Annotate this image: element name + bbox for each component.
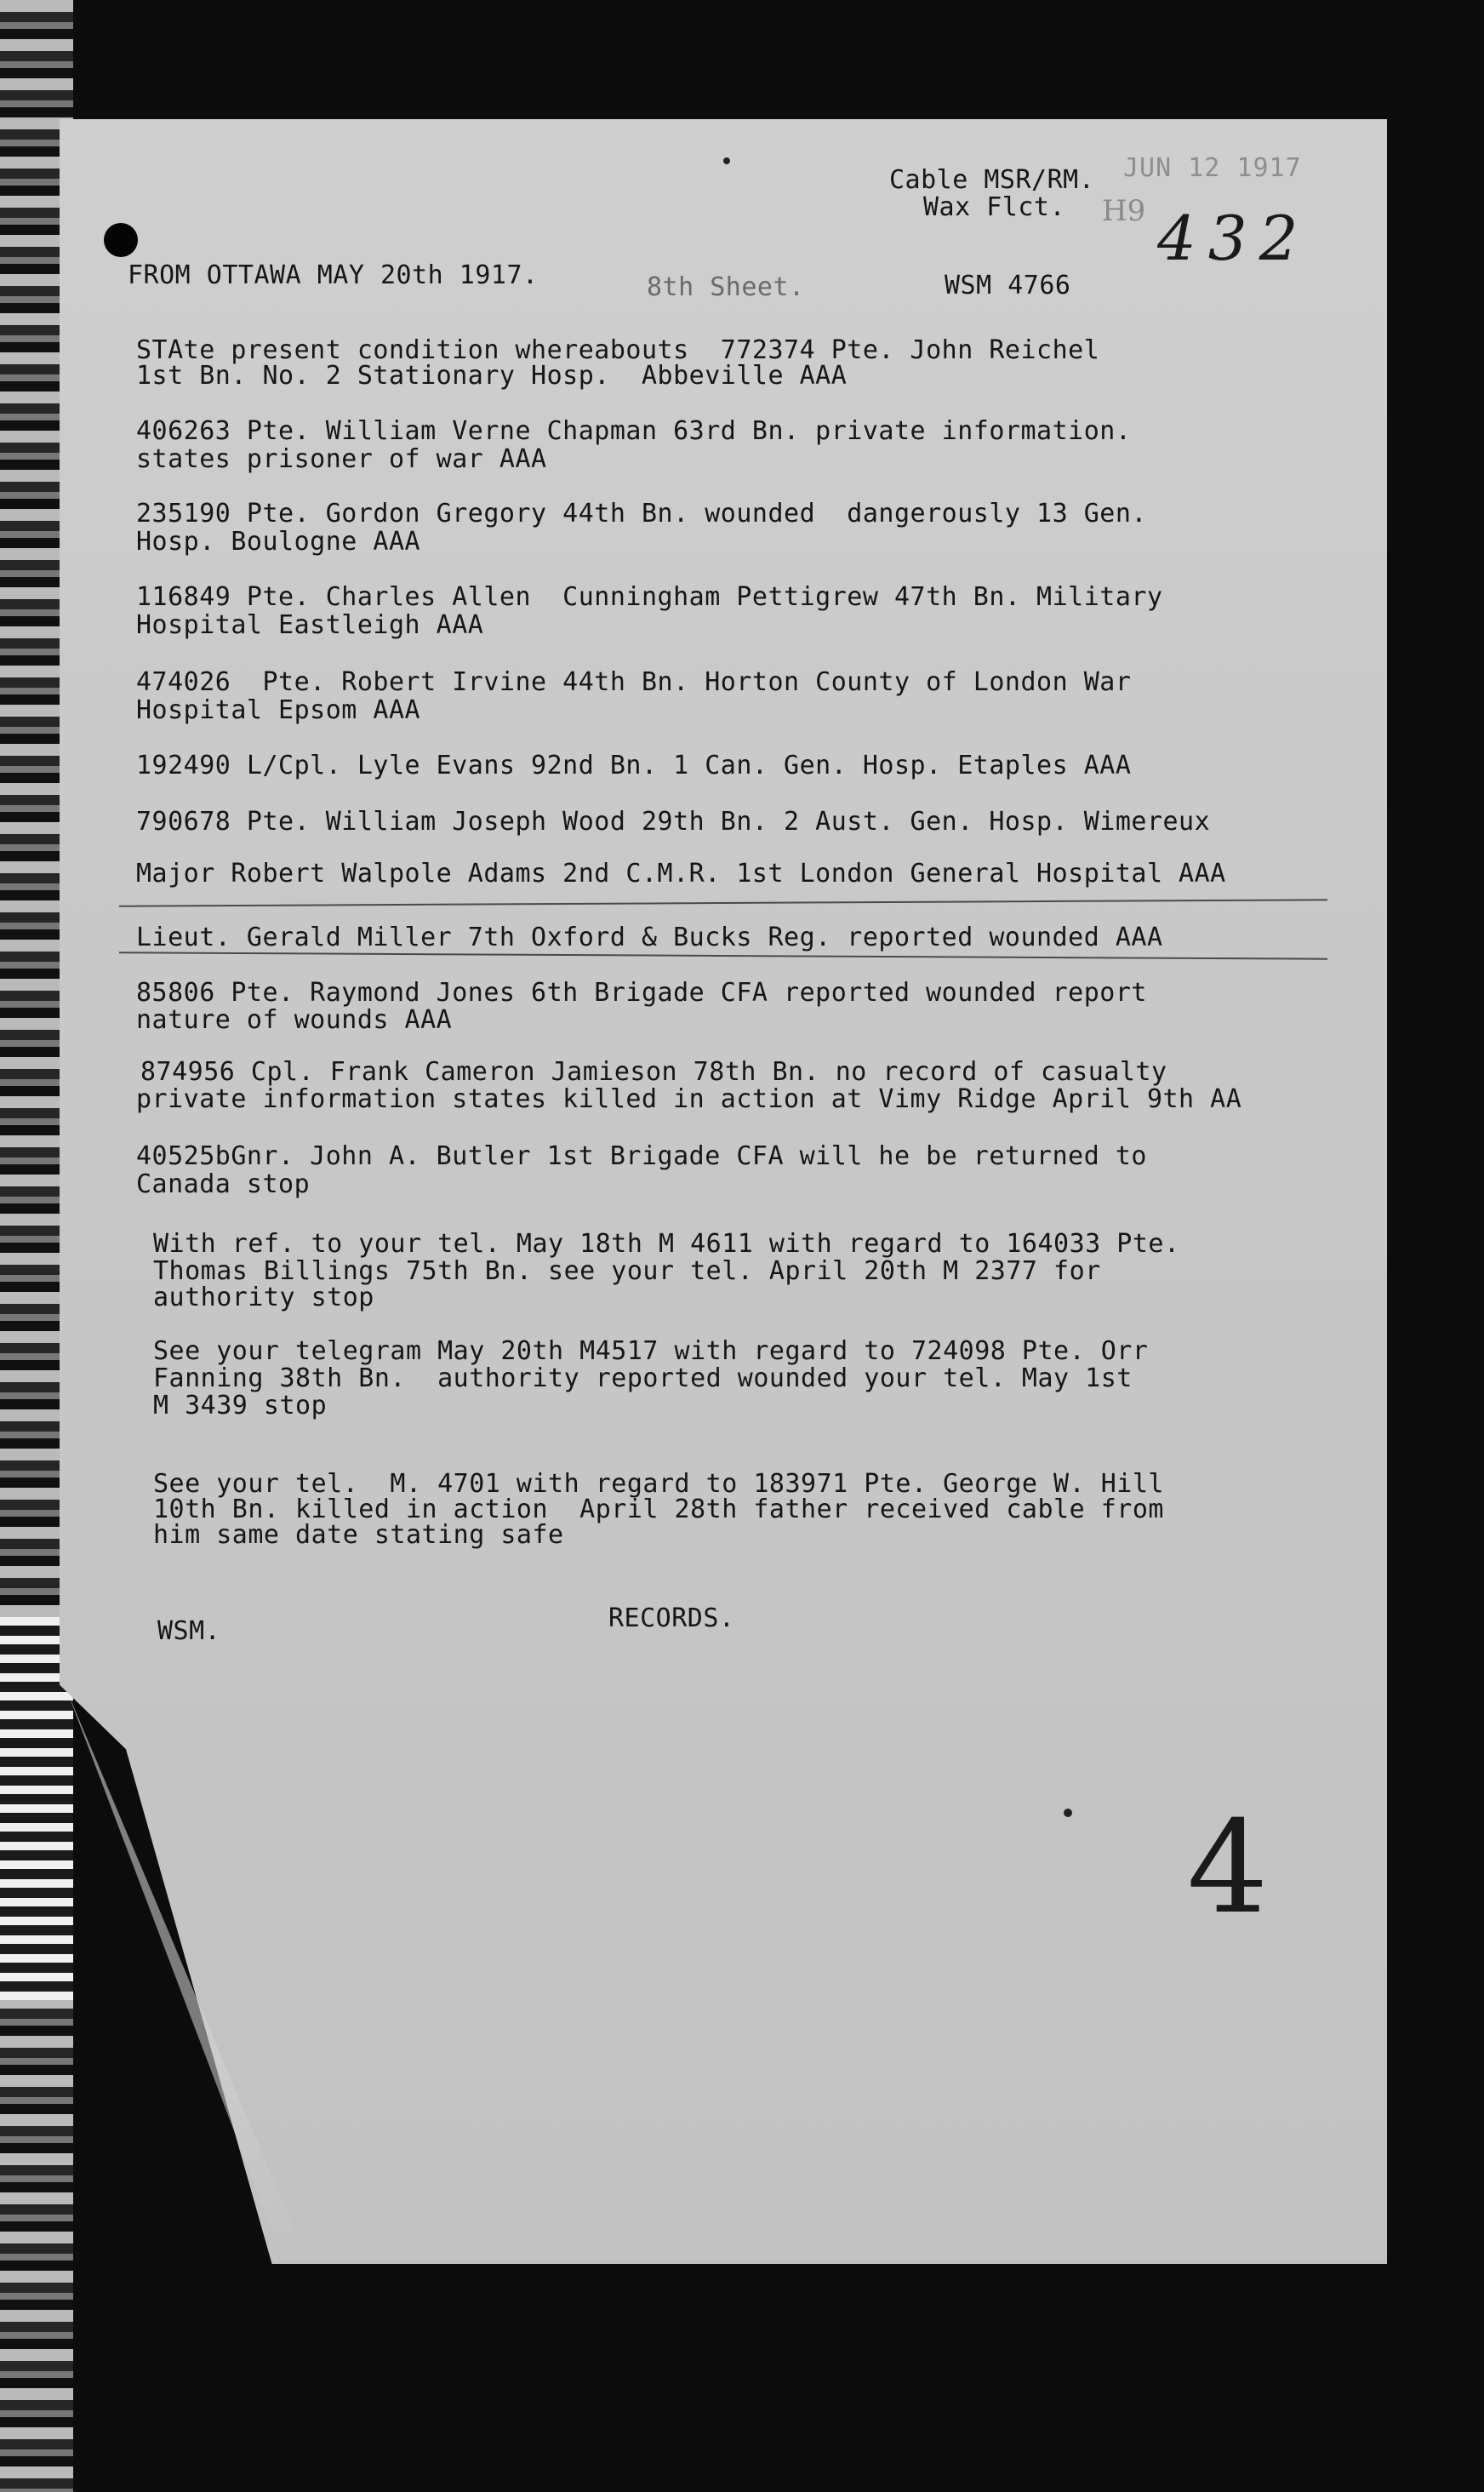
entry-line: Canada stop: [136, 1169, 311, 1199]
message-number: WSM 4766: [945, 271, 1071, 300]
entry-line: Fanning 38th Bn. authority reported wounded your tel. May 1st: [153, 1363, 1133, 1393]
cable-reference: Cable MSR/RM.: [889, 165, 1095, 195]
speck: [1064, 1809, 1072, 1817]
entry-line: 235190 Pte. Gordon Gregory 44th Bn. wounded dangerously 13 Gen.: [136, 499, 1147, 529]
sheet-number: 8th Sheet.: [647, 272, 805, 302]
wax-flag-note: Wax Flct.: [923, 192, 1066, 222]
sender-initials: WSM.: [157, 1616, 221, 1646]
from-line: FROM OTTAWA MAY 20th 1917.: [128, 260, 539, 290]
punch-hole: [104, 223, 138, 257]
entry-line: Hospital Eastleigh AAA: [136, 610, 484, 640]
entry-line: 406263 Pte. William Verne Chapman 63rd Bn. private information.: [136, 416, 1132, 446]
entry-line: 192490 L/Cpl. Lyle Evans 92nd Bn. 1 Can. Gen. Hosp. Etaples AAA: [136, 751, 1132, 780]
entry-line: Lieut. Gerald Miller 7th Oxford & Bucks Reg. reported wounded AAA: [136, 923, 1163, 952]
date-stamp: JUN 12 1917: [1123, 153, 1302, 183]
entry-line: Hosp. Boulogne AAA: [136, 527, 421, 557]
entry-line: M 3439 stop: [153, 1391, 328, 1420]
entry-line: 116849 Pte. Charles Allen Cunningham Pettigrew 47th Bn. Military: [136, 582, 1163, 612]
entry-line: states prisoner of war AAA: [136, 444, 547, 474]
entry-line: 1st Bn. No. 2 Stationary Hosp. Abbeville AAA: [136, 361, 848, 391]
entry-line: nature of wounds AAA: [136, 1005, 453, 1035]
entry-line: Hospital Epsom AAA: [136, 695, 421, 725]
entry-line: private information states killed in action at Vimy Ridge April 9th AA: [136, 1084, 1242, 1114]
entry-line: See your telegram May 20th M4517 with regard to 724098 Pte. Orr: [153, 1336, 1149, 1366]
handwritten-prefix: H9: [1102, 194, 1146, 228]
entry-line: STAte present condition whereabouts 772374 Pte. John Reichel: [136, 335, 1100, 365]
entry-line: 790678 Pte. William Joseph Wood 29th Bn. 2 Aust. Gen. Hosp. Wimereux: [136, 807, 1211, 837]
entry-line: Thomas Billings 75th Bn. see your tel. April 20th M 2377 for: [153, 1256, 1101, 1286]
handwritten-file-number: 432: [1157, 203, 1310, 274]
entry-line: authority stop: [153, 1283, 374, 1312]
entry-line: him same date stating safe: [153, 1520, 564, 1550]
signature: RECORDS.: [608, 1603, 735, 1633]
entry-line: Major Robert Walpole Adams 2nd C.M.R. 1st London General Hospital AAA: [136, 859, 1226, 889]
entry-line: See your tel. M. 4701 with regard to 183971 Pte. George W. Hill: [153, 1469, 1164, 1499]
entry-line: 40525bGnr. John A. Butler 1st Brigade CFA will he be returned to: [136, 1141, 1147, 1171]
handwritten-page-number: 4: [1187, 1794, 1269, 1942]
entry-line: With ref. to your tel. May 18th M 4611 with regard to 164033 Pte.: [153, 1229, 1180, 1259]
entry-line: 874956 Cpl. Frank Cameron Jamieson 78th Bn. no record of casualty: [140, 1057, 1167, 1087]
entry-line: 10th Bn. killed in action April 28th father received cable from: [153, 1495, 1164, 1524]
speck: [723, 157, 730, 164]
entry-line: 474026 Pte. Robert Irvine 44th Bn. Horton County of London War: [136, 667, 1132, 697]
entry-line: 85806 Pte. Raymond Jones 6th Brigade CFA reported wounded report: [136, 978, 1147, 1008]
